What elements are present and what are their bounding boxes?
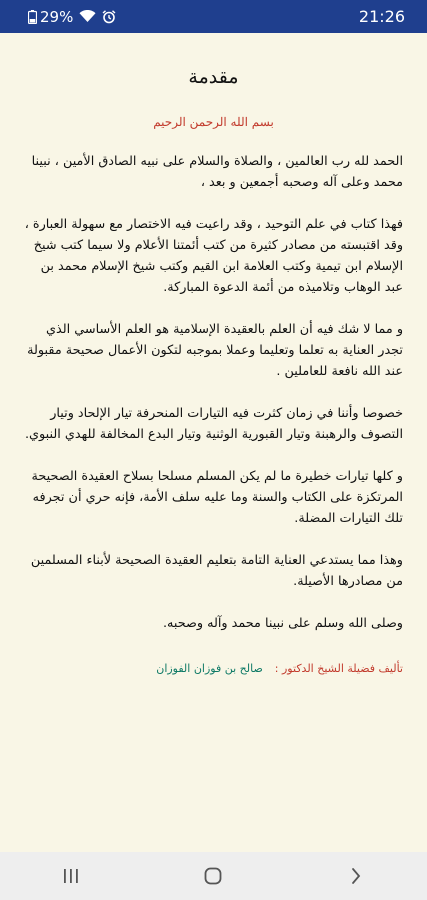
paragraph-praise: الحمد لله رب العالمين ، والصلاة والسلام على نبيه الصادق الأمين ، نبينا محمد وعلى آله وصحبه أجمعين و بعد ، <box>31 154 403 190</box>
page-title: مقدمة <box>188 66 239 88</box>
author-line <box>24 662 403 675</box>
recent-apps-button[interactable] <box>41 852 101 900</box>
document-page[interactable] <box>0 33 427 852</box>
back-icon <box>350 867 362 885</box>
home-icon <box>204 867 222 885</box>
author-label: تأليف فضيلة الشيخ الدكتور : <box>274 662 403 675</box>
paragraph-book-intro: فهذا كتاب في علم التوحيد ، وقد راعيت فيه الاختصار مع سهولة العبارة ، وقد اقتبسته من مصادر كثيرة من كتب أئمتنا الأعلام ولا سيما كتب شيخ الإسلام ابن تيمية وكتب العلامة ابن القيم وكتب شيخ الإسلام محمد بن عبد الوهاب وتلاميذه من أئمة الدعوة المباركة. <box>24 217 403 295</box>
paragraph-dangers: و كلها تيارات خطيرة ما لم يكن المسلم مسلحا بسلاح العقيدة الصحيحة المرتكزة على الكتاب والسنة وما عليه سلف الأمة، فإنه حري أن تجرفه تلك التيارات المضلة. <box>31 469 403 526</box>
battery-indicator <box>28 8 73 26</box>
paragraph-teaching: وهذا مما يستدعي العناية التامة بتعليم العقيدة الصحيحة لأبناء المسلمين من مصادرها الأصيلة. <box>30 553 403 589</box>
wifi-icon <box>79 10 96 23</box>
alarm-icon <box>102 10 116 24</box>
navigation-bar <box>0 852 427 900</box>
basmala: بسم الله الرحمن الرحيم <box>153 115 274 129</box>
paragraph-closing-prayer: وصلى الله وسلم على نبينا محمد وآله وصحبه. <box>162 616 403 631</box>
status-bar <box>0 0 427 33</box>
clock: 21:26 <box>358 7 405 26</box>
author-name: صالح بن فوزان الفوزان <box>156 662 263 675</box>
paragraph-deviant-currents: خصوصا وأننا في زمان كثرت فيه التيارات المنحرفة تيار الإلحاد وتيار التصوف والرهبنة وتيار القبورية الوثنية وتيار البدع المخالفة للهدي النبوي. <box>24 406 403 442</box>
battery-icon <box>28 10 37 24</box>
status-icons <box>28 8 116 26</box>
recent-apps-icon <box>62 868 80 884</box>
paragraph-importance: و مما لا شك فيه أن العلم بالعقيدة الإسلامية هو العلم الأساسي الذي تجدر العناية به تعلما وتعليما وعملا بموجبه لتكون الأعمال صحيحة مقبولة عند الله نافعة للعاملين . <box>27 322 403 379</box>
home-button[interactable] <box>183 852 243 900</box>
battery-percent: 29% <box>40 7 74 26</box>
back-button[interactable] <box>326 852 386 900</box>
